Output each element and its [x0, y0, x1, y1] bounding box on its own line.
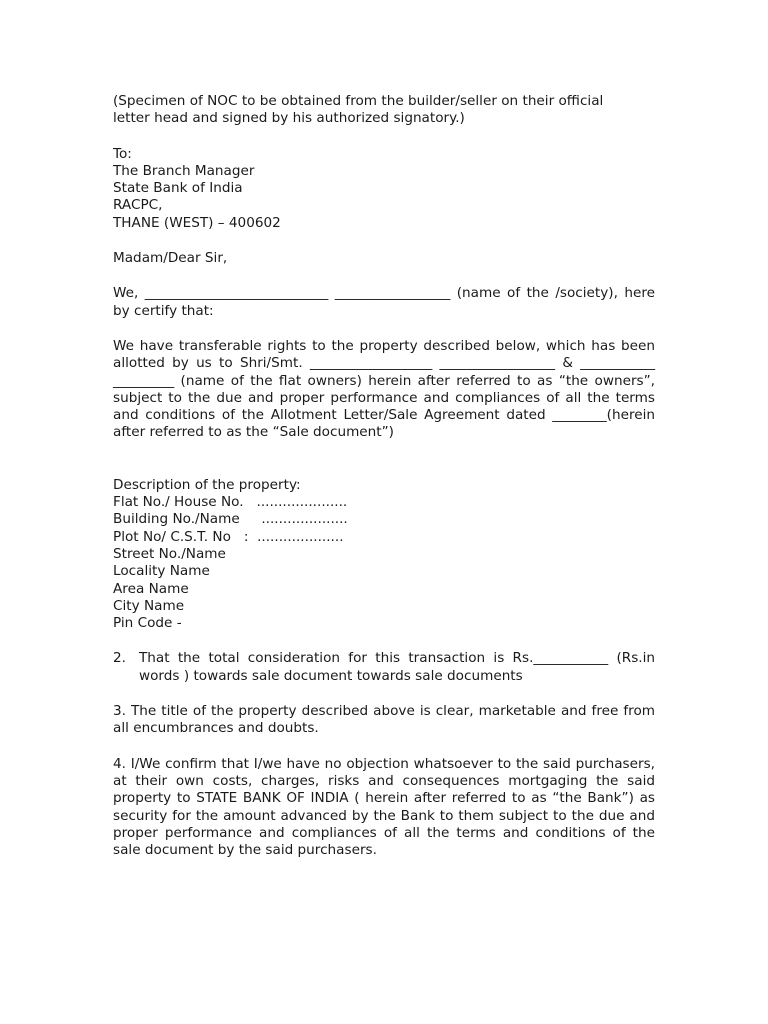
specimen-line-1: (Specimen of NOC to be obtained from the builder/seller on their official: [113, 93, 604, 109]
description-row-street: Street No./Name: [113, 545, 226, 562]
property-description: [113, 477, 655, 633]
description-row-locality: Locality Name: [113, 563, 210, 580]
recipient-address: [113, 146, 655, 232]
address-line-3: RACPC,: [113, 197, 163, 214]
description-row-plot: Plot No/ C.S.T. No : ....................: [113, 528, 344, 545]
description-row-city: City Name: [113, 597, 185, 614]
clause-2: [113, 650, 655, 685]
rights-paragraph: We have transferable rights to the property described below, which has been allotted by us to Shri/Smt. __________________ _________________ & ___________ _________ (name of the flat owners) herein after referred to as “the owners”, subject to the due and proper performance and compliances of all the terms and conditions of the Allotment Letter/Sale Agreement dated ________(herein after referred to as the “Sale document”): [113, 337, 655, 441]
clause-3: 3. The title of the property described above is clear, marketable and free from all encumbrances and doubts.: [113, 703, 655, 737]
address-line-2: State Bank of India: [113, 180, 243, 197]
clause-4: 4. I/We confirm that I/we have no objection whatsoever to the said purchasers, at their own costs, charges, risks and consequences mortgaging the said property to STATE BANK OF INDIA ( herein after referred to as “the Bank”) as security for the amount advanced by the Bank to them subject to the due and proper performance and compliances of all the terms and conditions of the sale document by the said purchasers.: [113, 755, 655, 859]
specimen-note: [113, 93, 655, 128]
description-row-flat: Flat No./ House No. .....................: [113, 494, 348, 511]
specimen-line-2: letter head and signed by his authorized signatory.): [113, 110, 465, 127]
address-line-1: The Branch Manager: [113, 162, 255, 179]
address-line-4: THANE (WEST) – 400602: [113, 214, 281, 231]
clause-2-number: 2.: [113, 650, 126, 667]
description-row-building: Building No./Name ....................: [113, 511, 348, 528]
document-page: [113, 93, 655, 859]
clause-2-text: That the total consideration for this transaction is Rs.___________ (Rs.in words ) towards sale document towards sale documents: [139, 650, 655, 684]
description-heading: Description of the property:: [113, 476, 301, 493]
salutation: Madam/Dear Sir,: [113, 250, 228, 267]
certify-paragraph: We, ___________________________ _________________ (name of the /society), here by certify that:: [113, 285, 655, 319]
address-to: To:: [113, 145, 132, 162]
description-row-pincode: Pin Code -: [113, 615, 182, 632]
description-row-area: Area Name: [113, 580, 189, 597]
